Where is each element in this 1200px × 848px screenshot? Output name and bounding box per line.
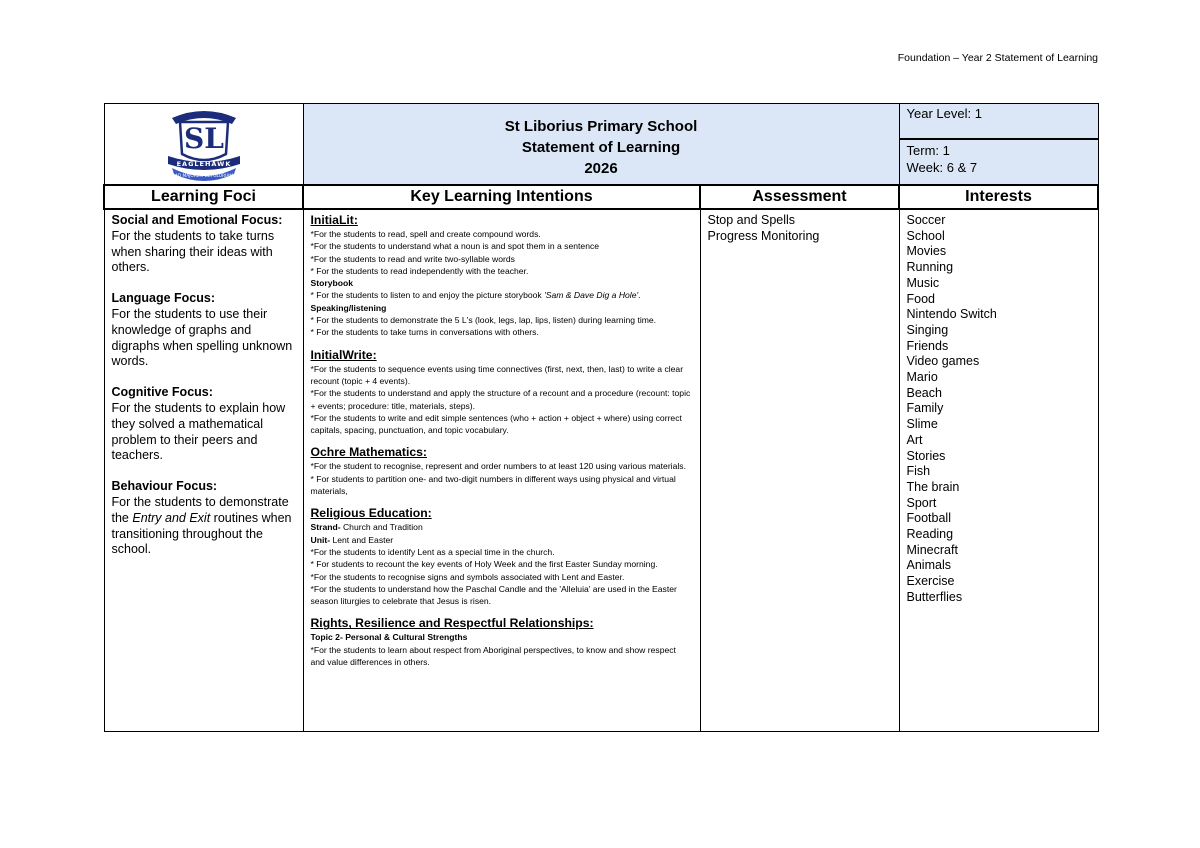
title-cell xyxy=(303,104,899,186)
week: Week: 6 & 7 xyxy=(906,160,978,175)
speaking-label: Speaking/listening xyxy=(310,302,387,313)
section-heading-maths: Ochre Mathematics: xyxy=(310,445,427,460)
interest-item: Minecraft xyxy=(906,542,958,557)
page-header: Foundation – Year 2 Statement of Learning xyxy=(897,52,1098,64)
interest-item: Slime xyxy=(906,417,938,432)
content-row xyxy=(104,209,1098,731)
focus-heading: Language Focus: xyxy=(111,291,215,306)
key-learning-intentions-cell xyxy=(303,209,700,731)
focus-behaviour xyxy=(112,479,296,558)
kli-line: *For the students to understand how the Paschal Candle and the 'Alleluia' are used in the Easter season liturgies to celebrate that Jesus is risen. xyxy=(310,583,677,607)
interest-item: Football xyxy=(906,511,951,526)
interest-item: Animals xyxy=(906,558,951,573)
interest-item: School xyxy=(906,228,945,243)
interest-item: Beach xyxy=(906,385,942,400)
kli-line: * For the students to read independently with the teacher. xyxy=(310,265,529,276)
section-heading-religious-education: Religious Education: xyxy=(310,506,432,521)
focus-text: For the students to take turns when sharing their ideas with others. xyxy=(111,228,275,275)
kli-line: *For the students to read and write two-syllable words xyxy=(310,253,515,264)
document-title: Statement of Learning xyxy=(521,138,681,156)
term-week xyxy=(900,140,1098,178)
assessment-cell xyxy=(700,209,899,731)
learning-foci-cell xyxy=(104,209,303,731)
logo-cell xyxy=(104,104,303,186)
section-heading-initialwrite: InitialWrite: xyxy=(310,347,377,362)
kli-line: * For students to recount the key events of Holy Week and the first Easter Sunday morning. xyxy=(310,559,658,570)
focus-cognitive xyxy=(112,385,296,464)
focus-text: For the students to use their knowledge of graphs and digraphs when spelling unknown words. xyxy=(111,306,293,369)
focus-language xyxy=(112,291,296,370)
col-header-learning-foci: Learning Foci xyxy=(104,185,303,209)
meta-cell xyxy=(899,104,1098,186)
logo-monogram: SL xyxy=(183,122,224,155)
re-strand: Strand- Church and Tradition xyxy=(310,522,423,533)
school-name: St Liborius Primary School xyxy=(504,117,698,135)
focus-heading: Behaviour Focus: xyxy=(111,479,218,494)
storybook-label: Storybook xyxy=(310,278,353,289)
focus-social-emotional xyxy=(112,213,296,276)
kli-line: *For the students to write and edit simple sentences (who + action + object + where) using correct capitals, spacing, punctuation, and topic vocabulary. xyxy=(310,412,682,436)
logo-banner-text: EAGLEHAWK xyxy=(176,160,231,168)
col-header-interests: Interests xyxy=(899,185,1098,209)
kli-line: *For the students to understand what a noun is and spot them in a sentence xyxy=(310,241,600,252)
kli-line: * For students to partition one- and two-digit numbers in different ways using physical and virtual materials, xyxy=(310,473,676,497)
interest-item: Soccer xyxy=(906,213,946,227)
kli-line: *For the student to recognise, represent and order numbers to at least 120 using various materials. xyxy=(310,461,686,472)
logo-motto: AD MAJOREM DEI GLORIAM xyxy=(174,174,233,179)
school-crest-logo xyxy=(154,104,254,184)
section-heading-initialit: InitiaLit: xyxy=(310,213,358,227)
re-unit: Unit- Lent and Easter xyxy=(310,534,394,545)
term: Term: 1 xyxy=(906,143,950,158)
col-header-key-learning-intentions: Key Learning Intentions xyxy=(303,185,700,209)
interest-item: Reading xyxy=(906,527,954,542)
interest-item: Exercise xyxy=(906,574,955,589)
interest-item: Art xyxy=(906,432,923,447)
kli-line: *For the students to recognise signs and symbols associated with Lent and Easter. xyxy=(310,571,625,582)
section-heading-rrrr: Rights, Resilience and Respectful Relationships: xyxy=(310,616,594,631)
interest-item: Nintendo Switch xyxy=(906,307,997,322)
assessment-item: Stop and Spells xyxy=(707,213,796,227)
interest-item: Fish xyxy=(906,464,931,479)
kli-line: *For the students to understand and apply the structure of a recount and a procedure (recount: topic + events; procedure: title, materials, steps). xyxy=(310,388,691,411)
focus-text: For the students to demonstrate the Entry and Exit routines when transitioning throughout the school. xyxy=(111,494,292,557)
statement-of-learning-table xyxy=(103,103,1099,732)
focus-text: For the students to explain how they solved a mathematical problem to their peers and teachers. xyxy=(111,400,286,463)
kli-line: * For the students to take turns in conversations with others. xyxy=(310,327,539,338)
interest-item: Singing xyxy=(906,322,949,337)
interest-item: Running xyxy=(906,260,954,275)
kli-line: * For the students to listen to and enjoy the picture storybook 'Sam & Dave Dig a Hole'. xyxy=(310,290,641,301)
rrrr-topic: Topic 2- Personal & Cultural Strengths xyxy=(310,632,468,643)
kli-line: * For the students to demonstrate the 5 L's (look, legs, lap, lips, listen) during learning time. xyxy=(310,315,657,326)
column-header-row xyxy=(104,185,1098,209)
interest-item: Butterflies xyxy=(906,589,963,604)
interest-item: Video games xyxy=(906,354,980,369)
kli-line: *For the students to learn about respect from Aboriginal perspectives, to know and show respect and value differences in others. xyxy=(310,644,676,668)
interest-item: Music xyxy=(906,275,940,290)
interest-item: Sport xyxy=(906,495,937,510)
interest-item: Stories xyxy=(906,448,946,463)
focus-heading: Cognitive Focus: xyxy=(111,385,213,400)
interest-item: The brain xyxy=(906,479,960,494)
interest-item: Friends xyxy=(906,338,949,353)
document-year: 2026 xyxy=(584,159,618,177)
interests-cell xyxy=(899,209,1098,731)
kli-line: *For the students to identify Lent as a special time in the church. xyxy=(310,546,555,557)
assessment-item: Progress Monitoring xyxy=(707,228,820,243)
focus-heading: Social and Emotional Focus: xyxy=(111,213,283,227)
kli-line: *For the students to read, spell and create compound words. xyxy=(310,229,541,239)
header-row xyxy=(104,104,1098,186)
interest-item: Family xyxy=(906,401,944,416)
kli-line: *For the students to sequence events using time connectives (first, next, then, last) to write a clear recount (topic + 4 events). xyxy=(310,363,684,386)
year-level: Year Level: 1 xyxy=(900,104,1098,140)
interest-item: Movies xyxy=(906,244,947,259)
interest-item: Mario xyxy=(906,370,938,385)
col-header-assessment: Assessment xyxy=(700,185,899,209)
interest-item: Food xyxy=(906,291,936,306)
